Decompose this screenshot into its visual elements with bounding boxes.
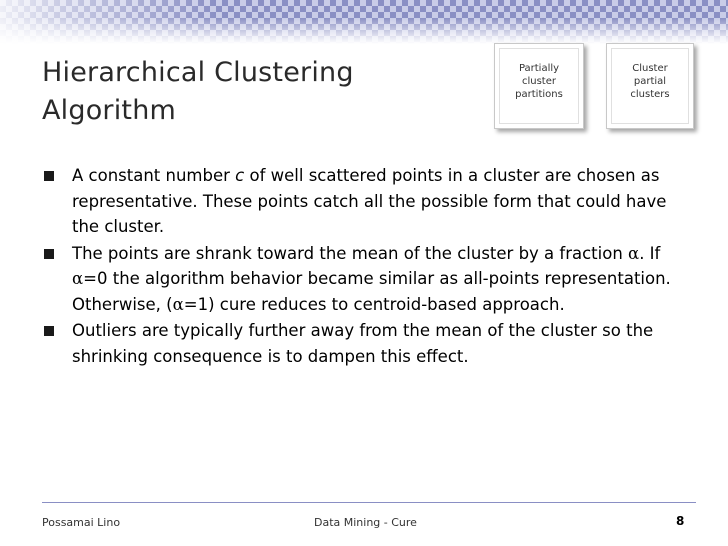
- card-line: Partially: [518, 63, 560, 74]
- slide-title: Hierarchical Clustering Algorithm: [42, 57, 354, 126]
- card-line: clusters: [630, 89, 670, 100]
- bullet-item: The points are shrank toward the mean of the cluster by a fraction α. If α=0 the algorithm behavior became similar as all-points representation. Otherwise, (α=1) cure reduces to centroid-based approach.: [42, 241, 692, 318]
- square-bullet-icon: [44, 326, 54, 336]
- card-line: cluster: [521, 76, 556, 87]
- card-line: Cluster: [632, 63, 668, 74]
- card-line: partial: [633, 76, 667, 87]
- bullet-item: A constant number c of well scattered points in a cluster are chosen as representative. These points catch all the possible form that could have the cluster.: [42, 163, 692, 240]
- square-bullet-icon: [44, 171, 54, 181]
- footer-divider: [42, 502, 696, 503]
- footer-title: Data Mining - Cure: [314, 516, 417, 529]
- page-number: 8: [676, 514, 685, 528]
- square-bullet-icon: [44, 249, 54, 259]
- card-text: [611, 62, 689, 101]
- header-decoration: [0, 0, 728, 44]
- card-line: partitions: [515, 89, 563, 100]
- card-cluster-partial-clusters: [606, 43, 694, 129]
- footer-author: Possamai Lino: [42, 516, 121, 529]
- card-text: [499, 62, 579, 101]
- bullet-item: Outliers are typically further away from the mean of the cluster so the shrinking consequence is to dampen this effect.: [42, 318, 692, 369]
- card-partially-cluster-partitions: [494, 43, 584, 129]
- bullet-list: [42, 163, 692, 370]
